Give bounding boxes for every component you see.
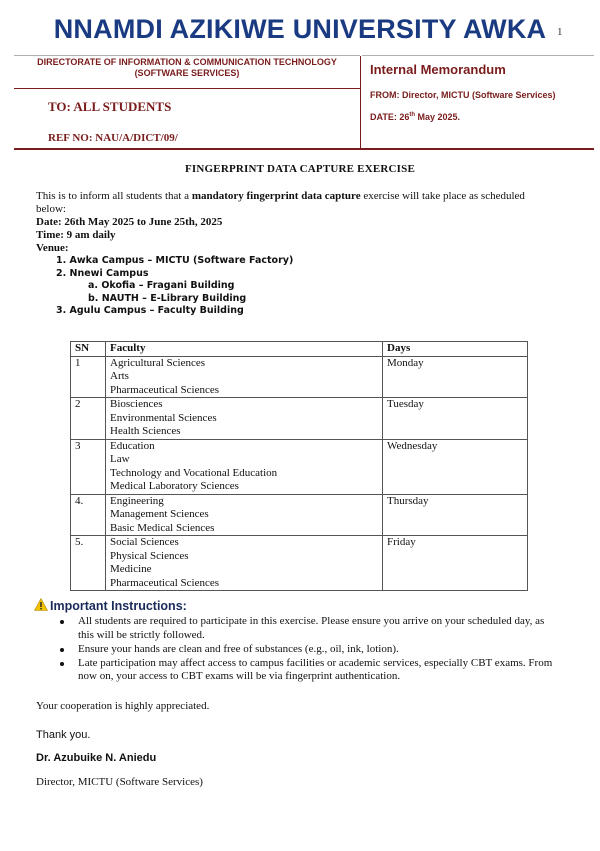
faculty-name: Environmental Sciences bbox=[110, 411, 217, 424]
faculty-name: Health Sciences bbox=[110, 425, 181, 437]
faculty-name: Pharmaceutical Sciences bbox=[110, 576, 220, 589]
cooperation-note: Your cooperation is highly appreciated. bbox=[36, 700, 210, 712]
faculty-name: Pharmaceutical Sciences bbox=[110, 383, 220, 396]
memo-date: DATE: 26th May 2025. bbox=[370, 112, 461, 122]
signer-title: Director, MICTU (Software Services) bbox=[36, 776, 203, 788]
row-faculties bbox=[106, 536, 383, 591]
list-item: Late participation may affect access to campus facilities or academic services, especially CBT exams. From now on, your access to CBT exams will be via fingerprint authentication. bbox=[58, 657, 558, 684]
signer-name: Dr. Azubuike N. Aniedu bbox=[36, 752, 157, 764]
list-item: Ensure your hands are clean and free of substances (e.g., oil, ink, lotion). bbox=[58, 643, 558, 657]
memo-subject: FINGERPRINT DATA CAPTURE EXERCISE bbox=[185, 163, 415, 175]
schedule-date: Date: 26th May 2025 to June 25th, 2025 bbox=[36, 216, 223, 228]
venue-list bbox=[36, 255, 556, 318]
instructions-heading: Important Instructions: bbox=[34, 598, 187, 613]
faculty-name: Technology and Vocational Education bbox=[110, 466, 278, 479]
list-item: All students are required to participate in this exercise. Please ensure you arrive on your scheduled day, as this will be strictly followed. bbox=[58, 615, 558, 642]
table-header-row bbox=[71, 342, 528, 357]
venue-item: 2. Nnewi Campus bbox=[56, 267, 149, 279]
memo-from: FROM: Director, MICTU (Software Services) bbox=[370, 90, 556, 100]
header-rule bbox=[362, 55, 594, 56]
table-row bbox=[71, 439, 528, 494]
row-faculties bbox=[106, 356, 383, 398]
intro-paragraph: This is to inform all students that a mandatory fingerprint data capture exercise will take place as scheduled below: bbox=[36, 190, 525, 215]
warning-icon bbox=[34, 598, 48, 611]
memo-type: Internal Memorandum bbox=[370, 62, 506, 77]
page-number: 1 bbox=[557, 26, 563, 38]
row-sn: 1 bbox=[71, 356, 106, 398]
faculty-name: Law bbox=[110, 453, 130, 465]
column-header-days: Days bbox=[383, 342, 528, 357]
faculty-name: Basic Medical Sciences bbox=[110, 521, 215, 534]
row-sn: 4. bbox=[71, 494, 106, 536]
row-day: Monday bbox=[383, 356, 528, 398]
row-faculties bbox=[106, 494, 383, 536]
venue-subitem: b. NAUTH – E-Library Building bbox=[88, 292, 247, 304]
row-faculties bbox=[106, 398, 383, 440]
table-row bbox=[71, 494, 528, 536]
venue-subitem: a. Okofia – Fragani Building bbox=[88, 280, 235, 291]
row-day: Thursday bbox=[383, 494, 528, 536]
instructions-list bbox=[58, 615, 558, 684]
row-faculties bbox=[106, 439, 383, 494]
faculty-name: Education bbox=[110, 439, 155, 452]
university-title: NNAMDI AZIKIWE UNIVERSITY AWKA bbox=[53, 14, 547, 44]
header-vertical-divider bbox=[360, 56, 361, 148]
row-sn: 2 bbox=[71, 398, 106, 440]
faculty-name: Physical Sciences bbox=[110, 549, 189, 562]
row-day: Friday bbox=[383, 536, 528, 591]
faculty-name: Medicine bbox=[110, 563, 152, 575]
directorate-name: DIRECTORATE OF INFORMATION & COMMUNICATION TECHNOLOGY (SOFTWARE SERVICES) bbox=[37, 57, 337, 78]
venue-item: 1. Awka Campus – MICTU (Software Factory) bbox=[56, 255, 294, 266]
venue-item: 3. Agulu Campus – Faculty Building bbox=[56, 305, 244, 316]
table-row bbox=[71, 398, 528, 440]
reference-number: REF NO: NAU/A/DICT/09/ bbox=[48, 132, 178, 144]
header-rule bbox=[14, 55, 360, 56]
faculty-name: Social Sciences bbox=[110, 536, 179, 548]
faculty-schedule-table bbox=[70, 341, 528, 591]
divider bbox=[14, 88, 360, 89]
column-header-sn: SN bbox=[71, 342, 106, 357]
table-row bbox=[71, 356, 528, 398]
faculty-name: Engineering bbox=[110, 494, 164, 507]
faculty-name: Arts bbox=[110, 370, 129, 382]
memo-body bbox=[36, 190, 556, 318]
faculty-name: Medical Laboratory Sciences bbox=[110, 480, 239, 492]
faculty-name: Agricultural Sciences bbox=[110, 356, 205, 369]
faculty-name: Biosciences bbox=[110, 398, 163, 410]
row-sn: 5. bbox=[71, 536, 106, 591]
venue-label: Venue: bbox=[36, 242, 69, 254]
memo-to: TO: ALL STUDENTS bbox=[48, 99, 172, 114]
column-header-faculty: Faculty bbox=[106, 342, 383, 357]
thanks-line: Thank you. bbox=[36, 729, 91, 741]
row-day: Tuesday bbox=[383, 398, 528, 440]
schedule-time: Time: 9 am daily bbox=[36, 229, 116, 241]
table-row bbox=[71, 536, 528, 591]
faculty-name: Management Sciences bbox=[110, 508, 209, 520]
header-bottom-rule bbox=[14, 148, 594, 150]
row-sn: 3 bbox=[71, 439, 106, 494]
row-day: Wednesday bbox=[383, 439, 528, 494]
